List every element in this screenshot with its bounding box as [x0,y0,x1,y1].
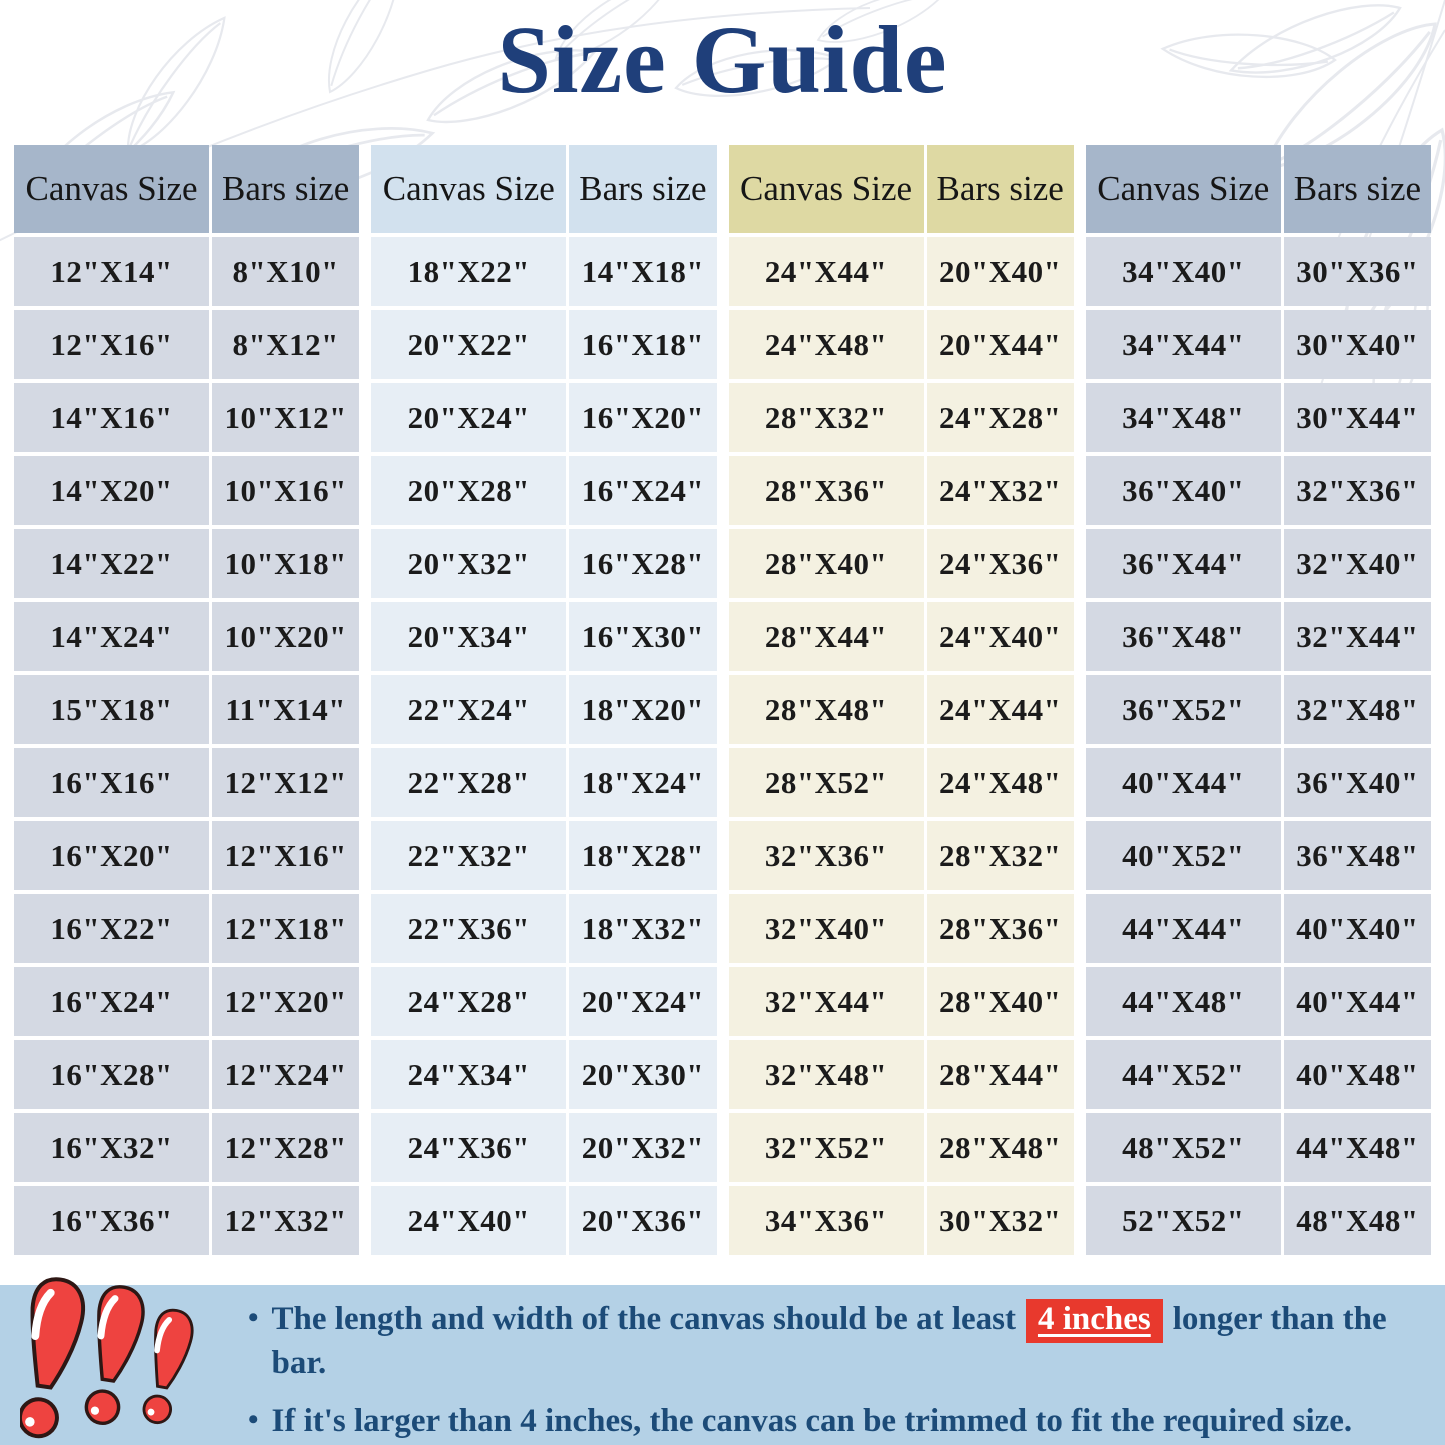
bars-size-cell: 24"X44" [927,675,1074,744]
table-row [1086,602,1431,671]
bars-size-cell: 20"X32" [569,1113,716,1182]
bars-size-cell: 10"X20" [212,602,359,671]
table-row [371,894,716,963]
bars-size-cell: 40"X44" [1284,967,1431,1036]
canvas-size-cell: 16"X20" [14,821,209,890]
size-table-1 [14,145,359,1255]
table-row [14,821,359,890]
canvas-size-cell: 20"X28" [371,456,566,525]
note-2-text [272,1401,1421,1443]
canvas-size-cell: 14"X16" [14,383,209,452]
table-row [729,602,1074,671]
bars-size-cell: 12"X16" [212,821,359,890]
canvas-size-cell: 14"X20" [14,456,209,525]
canvas-size-cell: 12"X14" [14,237,209,306]
bars-size-cell: 40"X48" [1284,1040,1431,1109]
table-row [1086,310,1431,379]
bars-size-cell: 12"X32" [212,1186,359,1255]
canvas-size-cell: 34"X48" [1086,383,1281,452]
table-row [14,1040,359,1109]
canvas-size-cell: 28"X40" [729,529,924,598]
table-row [729,1113,1074,1182]
bars-size-cell: 10"X12" [212,383,359,452]
exclamation-marks-icon [20,1266,252,1444]
bars-size-cell: 28"X36" [927,894,1074,963]
canvas-size-column-header: Canvas Size [729,145,924,233]
bars-size-cell: 36"X40" [1284,748,1431,817]
canvas-size-cell: 32"X48" [729,1040,924,1109]
table-row [1086,529,1431,598]
canvas-size-column-header: Canvas Size [14,145,209,233]
table-row [729,675,1074,744]
bars-size-column-header: Bars size [927,145,1074,233]
bars-size-cell: 28"X32" [927,821,1074,890]
bars-size-cell: 30"X32" [927,1186,1074,1255]
table-row [371,675,716,744]
size-table-4 [1086,145,1431,1255]
table-row [371,456,716,525]
table-row [1086,748,1431,817]
canvas-size-cell: 32"X36" [729,821,924,890]
bullet-icon: • [248,1402,259,1436]
canvas-size-cell: 36"X48" [1086,602,1281,671]
table-row [14,748,359,817]
bars-size-cell: 24"X48" [927,748,1074,817]
canvas-size-cell: 22"X36" [371,894,566,963]
canvas-size-cell: 24"X34" [371,1040,566,1109]
canvas-size-cell: 15"X18" [14,675,209,744]
canvas-size-cell: 16"X32" [14,1113,209,1182]
bars-size-cell: 24"X40" [927,602,1074,671]
canvas-size-cell: 36"X44" [1086,529,1281,598]
table-row [371,821,716,890]
size-table-4-header-row [1086,145,1431,233]
bars-size-cell: 11"X14" [212,675,359,744]
bars-size-cell: 24"X28" [927,383,1074,452]
bars-size-cell: 28"X44" [927,1040,1074,1109]
table-row [1086,821,1431,890]
canvas-size-cell: 36"X52" [1086,675,1281,744]
bars-size-cell: 28"X40" [927,967,1074,1036]
canvas-size-cell: 16"X24" [14,967,209,1036]
bars-size-cell: 16"X18" [569,310,716,379]
canvas-size-cell: 34"X40" [1086,237,1281,306]
canvas-size-cell: 14"X22" [14,529,209,598]
table-row [729,748,1074,817]
table-row [371,602,716,671]
note-1 [248,1299,1421,1385]
bars-size-cell: 8"X12" [212,310,359,379]
note-2 [248,1401,1421,1443]
canvas-size-cell: 14"X24" [14,602,209,671]
bars-size-cell: 24"X32" [927,456,1074,525]
bars-size-cell: 20"X24" [569,967,716,1036]
bars-size-cell: 36"X48" [1284,821,1431,890]
bars-size-cell: 12"X12" [212,748,359,817]
bars-size-cell: 20"X44" [927,310,1074,379]
table-row [371,529,716,598]
table-row [371,967,716,1036]
note-2-text-content: If it's larger than 4 inches, the canvas can be trimmed to fit the required size. [271,1402,1353,1439]
table-row [729,237,1074,306]
bars-size-cell: 24"X36" [927,529,1074,598]
canvas-size-cell: 20"X24" [371,383,566,452]
table-row [1086,456,1431,525]
canvas-size-cell: 28"X32" [729,383,924,452]
table-row [729,456,1074,525]
table-row [729,1040,1074,1109]
canvas-size-cell: 18"X22" [371,237,566,306]
canvas-size-column-header: Canvas Size [371,145,566,233]
canvas-size-cell: 40"X44" [1086,748,1281,817]
table-row [729,1186,1074,1255]
bars-size-cell: 30"X36" [1284,237,1431,306]
bars-size-cell: 12"X28" [212,1113,359,1182]
size-tables [14,145,1431,1255]
canvas-size-cell: 12"X16" [14,310,209,379]
canvas-size-cell: 24"X44" [729,237,924,306]
four-inches-highlight: 4 inches [1026,1299,1163,1343]
bars-size-cell: 20"X30" [569,1040,716,1109]
canvas-size-cell: 32"X44" [729,967,924,1036]
bars-size-cell: 40"X40" [1284,894,1431,963]
bars-size-cell: 16"X28" [569,529,716,598]
bars-size-cell: 32"X48" [1284,675,1431,744]
table-row [1086,1040,1431,1109]
bars-size-cell: 32"X44" [1284,602,1431,671]
bars-size-cell: 18"X24" [569,748,716,817]
bars-size-cell: 16"X20" [569,383,716,452]
table-row [1086,383,1431,452]
canvas-size-cell: 16"X36" [14,1186,209,1255]
bars-size-cell: 8"X10" [212,237,359,306]
canvas-size-cell: 16"X28" [14,1040,209,1109]
canvas-size-cell: 34"X36" [729,1186,924,1255]
canvas-size-cell: 24"X40" [371,1186,566,1255]
canvas-size-cell: 28"X44" [729,602,924,671]
canvas-size-cell: 22"X24" [371,675,566,744]
size-table-3-header-row [729,145,1074,233]
table-row [14,237,359,306]
canvas-size-cell: 22"X28" [371,748,566,817]
bars-size-column-header: Bars size [212,145,359,233]
table-row [14,967,359,1036]
table-row [371,383,716,452]
bars-size-cell: 20"X40" [927,237,1074,306]
canvas-size-cell: 24"X28" [371,967,566,1036]
canvas-size-cell: 20"X34" [371,602,566,671]
bars-size-cell: 14"X18" [569,237,716,306]
table-row [14,456,359,525]
bars-size-cell: 32"X40" [1284,529,1431,598]
bars-size-cell: 30"X44" [1284,383,1431,452]
table-row [729,821,1074,890]
canvas-size-cell: 52"X52" [1086,1186,1281,1255]
table-row [1086,894,1431,963]
table-row [729,529,1074,598]
table-row [1086,1113,1431,1182]
bars-size-cell: 16"X24" [569,456,716,525]
table-row [14,1186,359,1255]
bars-size-column-header: Bars size [1284,145,1431,233]
table-row [371,310,716,379]
table-row [14,675,359,744]
bars-size-cell: 18"X28" [569,821,716,890]
table-row [729,894,1074,963]
canvas-size-cell: 28"X36" [729,456,924,525]
canvas-size-cell: 24"X36" [371,1113,566,1182]
table-row [14,894,359,963]
canvas-size-cell: 20"X22" [371,310,566,379]
table-row [729,310,1074,379]
canvas-size-cell: 44"X48" [1086,967,1281,1036]
table-row [14,310,359,379]
table-row [371,1186,716,1255]
canvas-size-cell: 16"X16" [14,748,209,817]
canvas-size-cell: 28"X52" [729,748,924,817]
table-row [1086,675,1431,744]
size-table-2-header-row [371,145,716,233]
canvas-size-cell: 36"X40" [1086,456,1281,525]
bars-size-cell: 20"X36" [569,1186,716,1255]
canvas-size-cell: 32"X40" [729,894,924,963]
size-table-1-header-row [14,145,359,233]
size-table-2 [371,145,716,1255]
bars-size-cell: 44"X48" [1284,1113,1431,1182]
note-1-text-after: longer than the bar. [271,1301,1387,1381]
canvas-size-cell: 40"X52" [1086,821,1281,890]
canvas-size-cell: 44"X52" [1086,1040,1281,1109]
table-row [371,1113,716,1182]
table-row [371,237,716,306]
bars-size-cell: 28"X48" [927,1113,1074,1182]
canvas-size-cell: 24"X48" [729,310,924,379]
table-row [1086,1186,1431,1255]
note-1-text-before: The length and width of the canvas should be at least [271,1301,1016,1337]
canvas-size-column-header: Canvas Size [1086,145,1281,233]
bars-size-cell: 10"X18" [212,529,359,598]
bars-size-cell: 32"X36" [1284,456,1431,525]
canvas-size-cell: 34"X44" [1086,310,1281,379]
page-title: Size Guide [497,6,948,113]
canvas-size-cell: 44"X44" [1086,894,1281,963]
bullet-icon: • [248,1301,259,1334]
table-row [14,602,359,671]
bars-size-cell: 12"X18" [212,894,359,963]
table-row [371,1040,716,1109]
bars-size-cell: 18"X20" [569,675,716,744]
canvas-size-cell: 48"X52" [1086,1113,1281,1182]
bars-size-column-header: Bars size [569,145,716,233]
bars-size-cell: 18"X32" [569,894,716,963]
table-row [729,967,1074,1036]
table-row [1086,237,1431,306]
bars-size-cell: 12"X24" [212,1040,359,1109]
table-row [371,748,716,817]
bars-size-cell: 48"X48" [1284,1186,1431,1255]
bars-size-cell: 30"X40" [1284,310,1431,379]
canvas-size-cell: 28"X48" [729,675,924,744]
note-1-text [272,1299,1421,1385]
canvas-size-cell: 32"X52" [729,1113,924,1182]
table-row [729,383,1074,452]
bars-size-cell: 16"X30" [569,602,716,671]
canvas-size-cell: 22"X32" [371,821,566,890]
bars-size-cell: 12"X20" [212,967,359,1036]
bars-size-cell: 10"X16" [212,456,359,525]
size-table-3 [729,145,1074,1255]
table-row [1086,967,1431,1036]
table-row [14,529,359,598]
table-row [14,1113,359,1182]
canvas-size-cell: 16"X22" [14,894,209,963]
table-row [14,383,359,452]
canvas-size-cell: 20"X32" [371,529,566,598]
